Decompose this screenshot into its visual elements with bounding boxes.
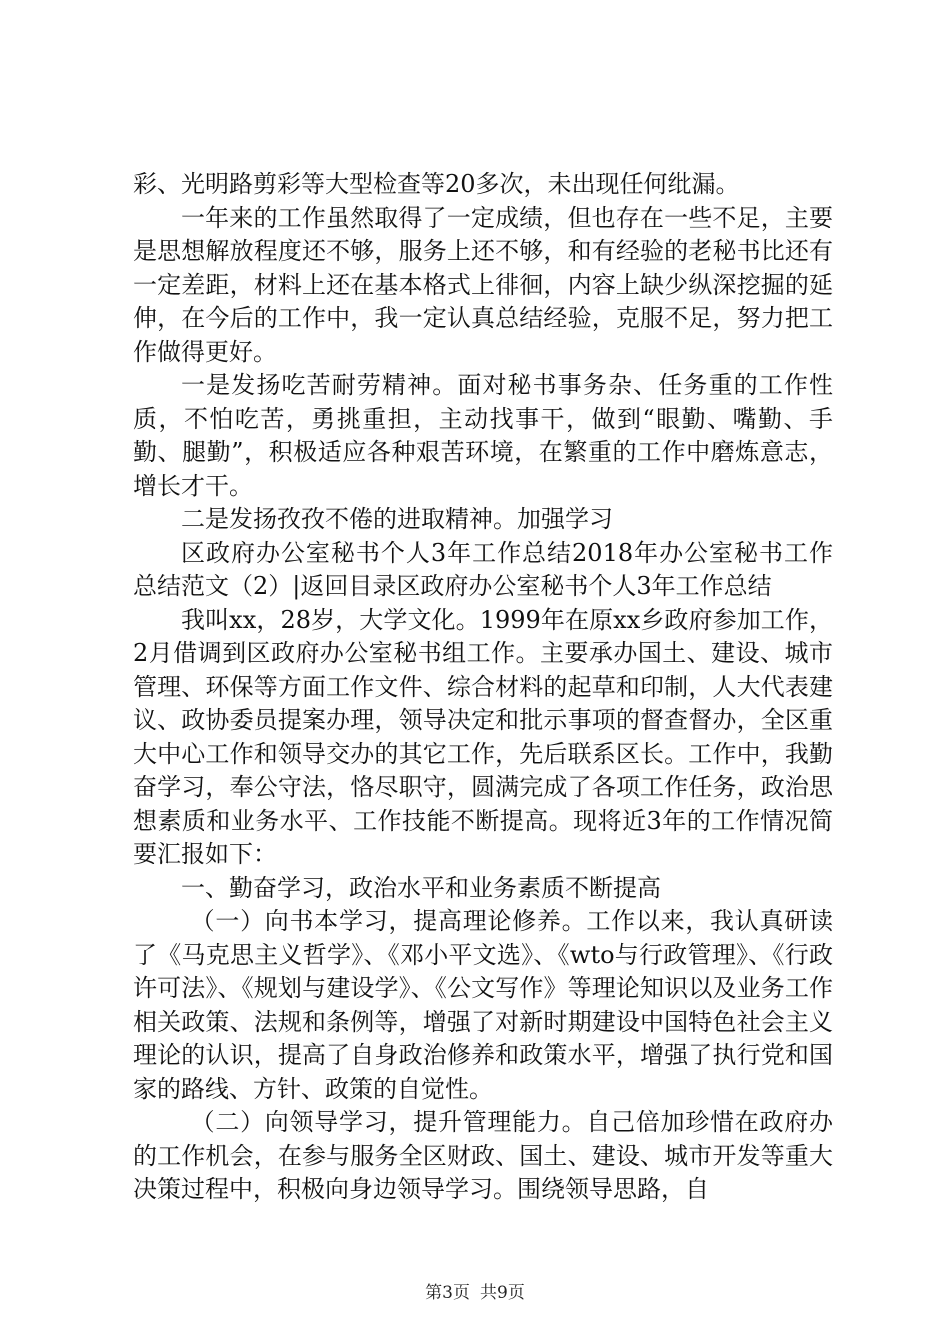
document-body [133,168,833,1207]
paragraph-leader-study: （二）向领导学习，提升管理能力。自己倍加珍惜在政府办的工作机会，在参与服务全区财政、国土、建设、城市开发等重大决策过程中，积极向身边领导学习。围绕领导思路，自 [133,1108,833,1203]
paragraph-continuation: 彩、光明路剪彩等大型检查等20多次，未出现任何纰漏。 [133,170,740,198]
page-total: 共9页 [480,1283,525,1303]
paragraph-spirit-two: 二是发扬孜孜不倦的进取精神。加强学习 [181,505,613,533]
paragraph-section-title: 区政府办公室秘书个人3年工作总结2018年办公室秘书工作总结范文（2）|返回目录区政府办公室秘书个人3年工作总结 [133,538,833,600]
paragraph-spirit-one: 一是发扬吃苦耐劳精神。面对秘书事务杂、任务重的工作性质，不怕吃苦，勇挑重担，主动找事干，做到“眼勤、嘴勤、手勤、腿勤”，积极适应各种艰苦环境，在繁重的工作中磨炼意志，增长才干。 [133,371,833,500]
page-number: 第3页 [425,1283,470,1303]
paragraph-shortcomings: 一年来的工作虽然取得了一定成绩，但也存在一些不足，主要是思想解放程度还不够，服务上还不够，和有经验的老秘书比还有一定差距，材料上还在基本格式上徘徊，内容上缺少纵深挖掘的延伸，在今后的工作中，我一定认真总结经验，克服不足，努力把工作做得更好。 [133,203,833,366]
page-footer [0,1278,950,1303]
paragraph-book-study: （一）向书本学习，提高理论修养。工作以来，我认真研读了《马克思主义哲学》、《邓小平文选》、《wto与行政管理》、《行政许可法》、《规划与建设学》、《公文写作》等理论知识以及业务工作相关政策、法规和条例等，增强了对新时期建设中国特色社会主义理论的认识，提高了自身政治修养和政策水平，增强了执行党和国家的路线、方针、政策的自觉性。 [133,907,833,1103]
paragraph-introduction: 我叫xx，28岁，大学文化。1999年在原xx乡政府参加工作，2月借调到区政府办公室秘书组工作。主要承办国土、建设、城市管理、环保等方面工作文件、综合材料的起草和印制，人大代表建议、政协委员提案办理，领导决定和批示事项的督查督办，全区重大中心工作和领导交办的其它工作，先后联系区长。工作中，我勤奋学习，奉公守法，恪尽职守，圆满完成了各项工作任务，政治思想素质和业务水平、工作技能不断提高。现将近3年的工作情况简要汇报如下： [133,605,833,868]
heading-study: 一、勤奋学习，政治水平和业务素质不断提高 [181,873,661,902]
